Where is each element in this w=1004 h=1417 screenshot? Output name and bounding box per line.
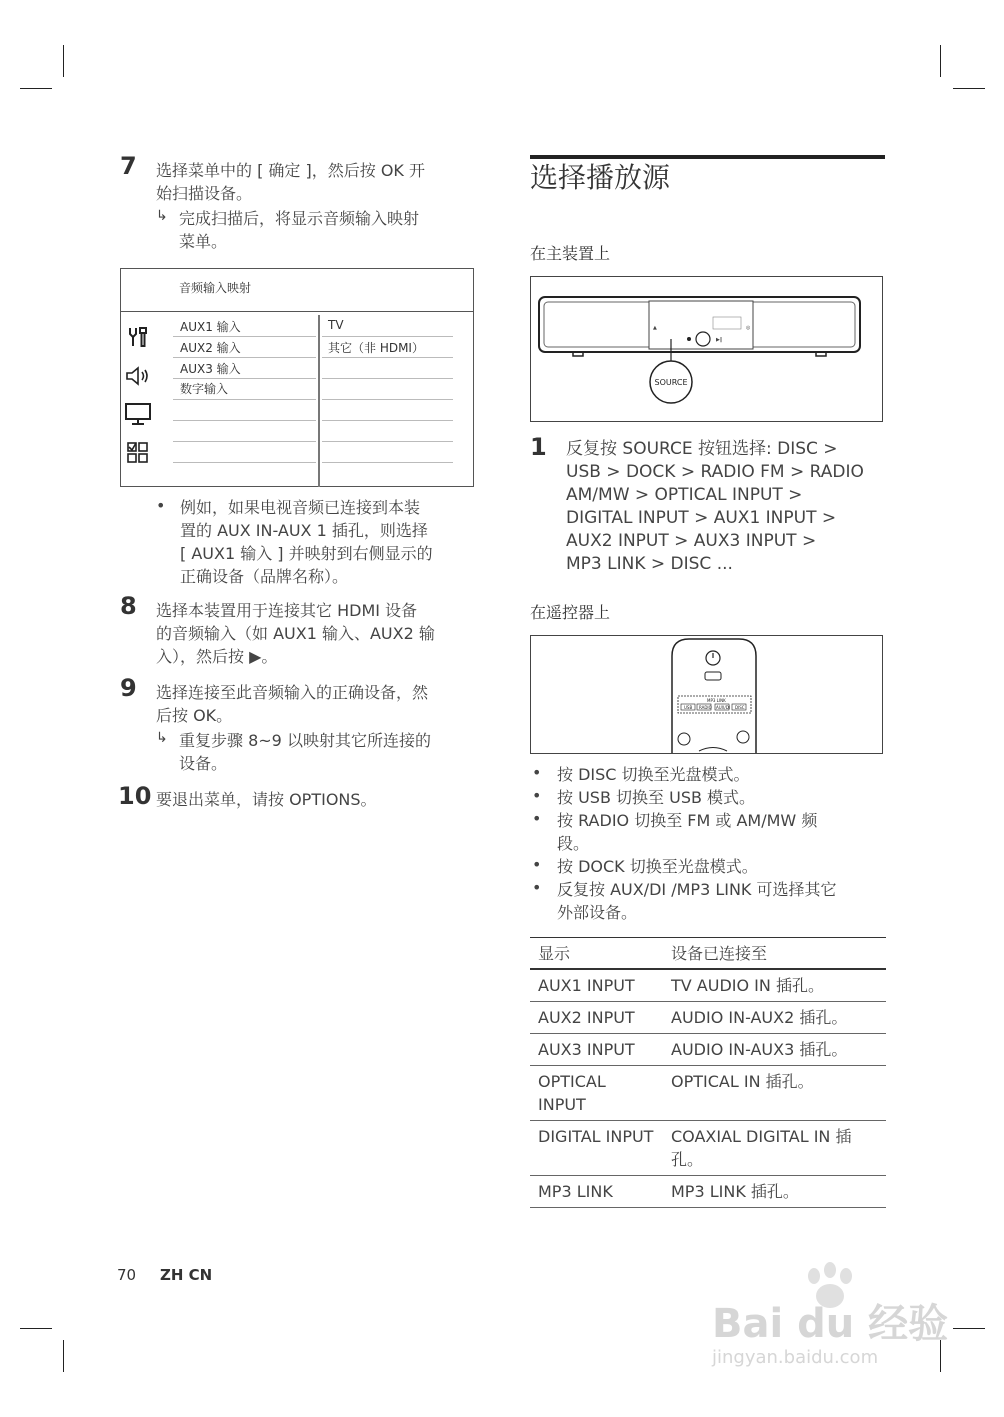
step-9-result: 设备。	[179, 754, 228, 773]
menu-row-line	[322, 441, 453, 442]
menu-title: 音频输入映射	[179, 281, 252, 295]
result-arrow-icon: ↳	[156, 730, 168, 746]
note-text: [ AUX1 输入 ] 并映射到右侧显示的	[180, 544, 433, 563]
table-header-device: 设备已连接至	[663, 938, 886, 970]
crop-mark	[953, 1328, 985, 1329]
crop-mark	[63, 1340, 64, 1372]
step-10-text: 要退出菜单，请按 OPTIONS。	[156, 790, 377, 809]
menu-item-aux3[interactable]: AUX3 输入	[180, 362, 241, 376]
table-cell-display: OPTICAL INPUT	[530, 1066, 663, 1121]
menu-item-aux2[interactable]: AUX2 输入	[180, 341, 241, 355]
table-row	[530, 1034, 886, 1066]
menu-item-aux1[interactable]: AUX1 输入	[180, 320, 241, 334]
menu-option-tv[interactable]: TV	[328, 318, 344, 332]
crop-mark	[20, 88, 52, 89]
remote-illustration	[531, 636, 882, 753]
note-text: 例如，如果电视音频已连接到本装	[180, 498, 421, 517]
menu-row-line	[322, 399, 453, 400]
step-1-text: DIGITAL INPUT > AUX1 INPUT >	[566, 508, 837, 528]
soundbar-illustration	[531, 277, 882, 421]
note-text: 置的 AUX IN-AUX 1 插孔，则选择	[180, 521, 428, 540]
step-1-text: AUX2 INPUT > AUX3 INPUT >	[566, 531, 817, 551]
remote-figure	[530, 635, 883, 754]
remote-label-auxdi[interactable]: AUX/DI	[716, 705, 731, 710]
table-cell-device: COAXIAL DIGITAL IN 插孔。	[663, 1121, 886, 1176]
table-row	[530, 969, 886, 1002]
menu-row-line	[173, 357, 316, 358]
menu-row-line	[322, 336, 453, 337]
monitor-icon	[125, 402, 151, 426]
table-cell-display: AUX2 INPUT	[530, 1002, 663, 1034]
bullet-dot: •	[532, 763, 542, 782]
preferences-icon	[126, 441, 150, 465]
note-text: 正确设备（品牌名称）。	[180, 567, 349, 586]
table-cell-device: MP3 LINK 插孔。	[663, 1176, 886, 1208]
remote-label-mp3link[interactable]: MP3 LINK	[707, 698, 726, 703]
bullet-dot: •	[532, 855, 542, 874]
step-7-text: 始扫描设备。	[156, 184, 253, 203]
main-unit-heading: 在主装置上	[530, 244, 611, 263]
crop-mark	[20, 1328, 52, 1329]
table-header-display: 显示	[530, 938, 663, 970]
source-button-label[interactable]: SOURCE	[654, 378, 688, 387]
menu-row-line	[322, 357, 453, 358]
result-arrow-icon: ↳	[156, 208, 168, 224]
remote-label-radio[interactable]: RADIO	[699, 705, 712, 710]
bullet-dot: •	[156, 496, 166, 515]
menu-row-line	[173, 462, 316, 463]
bullet-usb: 按 USB 切换至 USB 模式。	[557, 788, 756, 807]
section-title: 选择播放源	[530, 161, 671, 194]
section-rule	[530, 155, 885, 159]
bullet-disc: 按 DISC 切换至光盘模式。	[557, 765, 750, 784]
menu-row-line	[173, 336, 316, 337]
table-cell-device: OPTICAL IN 插孔。	[663, 1066, 886, 1121]
step-1-text: USB > DOCK > RADIO FM > RADIO	[566, 462, 864, 482]
bullet-dock: 按 DOCK 切换至光盘模式。	[557, 857, 758, 876]
table-cell-device: AUDIO IN-AUX3 插孔。	[663, 1034, 886, 1066]
svg-text:▲: ▲	[653, 325, 657, 331]
source-display-table	[530, 937, 886, 1208]
menu-item-digital[interactable]: 数字输入	[180, 382, 229, 396]
table-row	[530, 1066, 886, 1121]
language-code: ZH CN	[160, 1266, 213, 1284]
audio-input-mapping-menu	[120, 268, 474, 487]
table-cell-display: MP3 LINK	[530, 1176, 663, 1208]
table-cell-display: AUX1 INPUT	[530, 969, 663, 1002]
menu-column-divider	[318, 315, 320, 487]
table-row	[530, 1002, 886, 1034]
menu-row-line	[173, 399, 316, 400]
step-9-text: 后按 OK。	[156, 706, 233, 725]
svg-text:◎: ◎	[746, 325, 751, 331]
menu-divider	[121, 311, 473, 312]
menu-row-line	[173, 441, 316, 442]
menu-row-line	[173, 420, 316, 421]
remote-label-disc[interactable]: DISC	[735, 705, 745, 710]
step-8-text: 选择本装置用于连接其它 HDMI 设备	[156, 601, 418, 620]
menu-option-other[interactable]: 其它（非 HDMI）	[328, 341, 424, 355]
bullet-radio: 按 RADIO 切换至 FM 或 AM/MW 频	[557, 811, 818, 830]
step-1-text: AM/MW > OPTICAL INPUT >	[566, 485, 803, 505]
remote-heading: 在遥控器上	[530, 603, 611, 622]
step-7-result: 菜单。	[179, 232, 228, 251]
step-8-text: 的音频输入（如 AUX1 输入、AUX2 输	[156, 624, 435, 643]
bullet-aux: 反复按 AUX/DI /MP3 LINK 可选择其它	[557, 880, 837, 899]
main-unit-figure	[530, 276, 883, 422]
bullet-radio-cont: 段。	[557, 834, 590, 853]
menu-row-line	[322, 462, 453, 463]
table-cell-device: AUDIO IN-AUX2 插孔。	[663, 1002, 886, 1034]
step-1-number: 1	[530, 433, 547, 461]
step-7-number: 7	[120, 152, 137, 180]
step-9-number: 9	[120, 674, 137, 702]
step-7-result: 完成扫描后，将显示音频输入映射	[179, 209, 420, 228]
bullet-dot: •	[532, 786, 542, 805]
menu-row-line	[173, 378, 316, 379]
step-9-result: 重复步骤 8~9 以映射其它所连接的	[179, 731, 431, 750]
svg-text:▶‖: ▶‖	[716, 337, 723, 343]
bullet-dot: •	[532, 878, 542, 897]
menu-row-line	[322, 378, 453, 379]
watermark-brand: Bai du 经验	[712, 1301, 949, 1347]
table-row	[530, 1176, 886, 1208]
page-number: 70	[117, 1266, 137, 1284]
table-cell-device: TV AUDIO IN 插孔。	[663, 969, 886, 1002]
remote-label-usb[interactable]: USB	[684, 705, 693, 710]
table-cell-display: DIGITAL INPUT	[530, 1121, 663, 1176]
speaker-icon	[125, 365, 153, 387]
crop-mark	[63, 45, 64, 77]
step-7-text: 选择菜单中的 [ 确定 ]，然后按 OK 开	[156, 161, 426, 180]
step-8-text: 入），然后按 ▶。	[156, 647, 278, 666]
table-row	[530, 1121, 886, 1176]
bullet-dot: •	[532, 809, 542, 828]
step-9-text: 选择连接至此音频输入的正确设备，然	[156, 683, 429, 702]
crop-mark	[940, 45, 941, 77]
crop-mark	[953, 88, 985, 89]
table-header-row	[530, 938, 886, 970]
step-1-text: 反复按 SOURCE 按钮选择: DISC >	[566, 439, 838, 459]
table-cell-display: AUX3 INPUT	[530, 1034, 663, 1066]
menu-row-line	[322, 420, 453, 421]
step-8-number: 8	[120, 592, 137, 620]
watermark-url: jingyan.baidu.com	[712, 1347, 879, 1368]
tools-icon	[126, 325, 150, 349]
bullet-aux-cont: 外部设备。	[557, 903, 638, 922]
step-1-text: MP3 LINK > DISC ...	[566, 554, 733, 574]
step-10-number: 10	[118, 782, 152, 810]
